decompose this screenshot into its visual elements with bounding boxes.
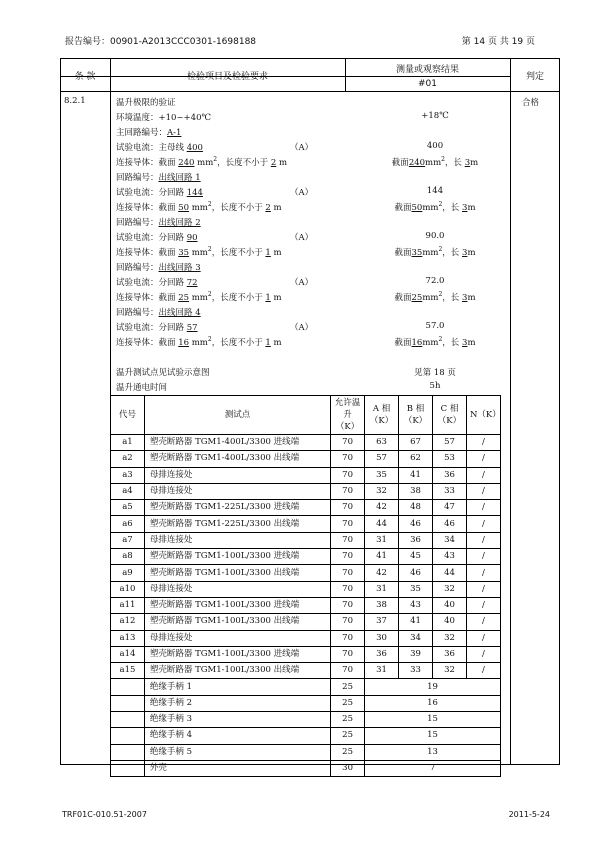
sample-header: #01 (418, 79, 437, 89)
table-row (111, 695, 501, 711)
cell-point: 绝缘手柄 4 (144, 728, 330, 744)
cell-phase-c: 43 (433, 549, 467, 565)
table-row (111, 467, 501, 483)
cell-allowed: 25 (331, 728, 365, 744)
cell-measured: 13 (365, 744, 501, 760)
cell-phase-a: 30 (365, 630, 399, 646)
cell-phase-b: 36 (399, 532, 433, 548)
cell-phase-c: 32 (433, 663, 467, 679)
cell-code (111, 679, 145, 695)
cell-n: / (466, 597, 500, 613)
col-phase-a-header: A 相（K） (365, 396, 399, 435)
cell-phase-b: 46 (399, 565, 433, 581)
amp-unit: （A） (290, 188, 314, 198)
cell-phase-b: 62 (399, 451, 433, 467)
cell-phase-b: 48 (399, 500, 433, 516)
cell-code: a12 (111, 614, 145, 630)
cell-point: 塑壳断路器 TGM1-400L/3300 进线端 (144, 435, 330, 451)
cell-allowed: 70 (331, 532, 365, 548)
col-phase-c-header: C 相（K） (433, 396, 467, 435)
cell-phase-a: 57 (365, 451, 399, 467)
cell-phase-c: 40 (433, 597, 467, 613)
cell-allowed: 70 (331, 630, 365, 646)
table-row (111, 679, 501, 695)
cell-point: 绝缘手柄 3 (144, 712, 330, 728)
cell-code: a1 (111, 435, 145, 451)
cell-n: / (466, 500, 500, 516)
cell-allowed: 70 (331, 435, 365, 451)
circuit-4-current: 试验电流：分回路 57 (116, 323, 198, 333)
cell-point: 塑壳断路器 TGM1-225L/3300 出线端 (144, 516, 330, 532)
result-1-current: 144 (426, 186, 444, 196)
cell-allowed: 70 (331, 549, 365, 565)
cell-point: 塑壳断路器 TGM1-400L/3300 出线端 (144, 451, 330, 467)
result-see-page: 见第 18 页 (414, 368, 456, 378)
cell-measured: 7 (365, 760, 501, 776)
cell-phase-c: 47 (433, 500, 467, 516)
cell-measured: 15 (365, 712, 501, 728)
result-3-current: 72.0 (425, 276, 445, 286)
col-n-header: N（K） (466, 396, 500, 435)
main-current: 试验电流：主母线 400 (116, 143, 203, 153)
result-4-current: 57.0 (425, 321, 445, 331)
cell-point: 塑壳断路器 TGM1-100L/3300 进线端 (144, 549, 330, 565)
cell-code (111, 760, 145, 776)
cell-phase-c: 44 (433, 565, 467, 581)
cell-code: a6 (111, 516, 145, 532)
cell-point: 塑壳断路器 TGM1-100L/3300 进线端 (144, 597, 330, 613)
cell-code: a9 (111, 565, 145, 581)
footer-date: 2011-5-24 (508, 810, 550, 819)
circuit-2: 回路编号：出线回路 2 (116, 218, 201, 228)
cell-phase-a: 36 (365, 646, 399, 662)
cell-n: / (466, 565, 500, 581)
result-3-conductor: 截面$25mm^2$，长 3m (394, 291, 476, 303)
cell-phase-b: 33 (399, 663, 433, 679)
cell-allowed: 25 (331, 712, 365, 728)
cell-n: / (466, 451, 500, 467)
table-row (111, 646, 501, 662)
cell-phase-b: 45 (399, 549, 433, 565)
result-main-current: 400 (426, 141, 444, 151)
result-4-conductor: 截面$16mm^2$，长 3m (394, 336, 476, 348)
cell-allowed: 70 (331, 646, 365, 662)
circuit-1: 回路编号：出线回路 1 (116, 173, 201, 183)
table-row (111, 744, 501, 760)
circuit-4: 回路编号：出线回路 4 (116, 308, 201, 318)
cell-phase-b: 35 (399, 581, 433, 597)
cell-phase-a: 35 (365, 467, 399, 483)
table-row (111, 532, 501, 548)
cell-phase-b: 39 (399, 646, 433, 662)
circuit-3: 回路编号：出线回路 3 (116, 263, 201, 273)
cell-phase-b: 41 (399, 614, 433, 630)
table-row (111, 630, 501, 646)
amp-unit: （A） (290, 233, 314, 243)
result-temp: +18℃ (421, 111, 449, 121)
col-allowed-header: 允许温升（K） (331, 396, 365, 435)
item-header: 检验项目及检验要求 (186, 72, 268, 82)
cell-allowed: 70 (331, 581, 365, 597)
energize-time-label: 温升通电时间 (116, 383, 168, 393)
circuit-3-current: 试验电流：分回路 72 (116, 278, 198, 288)
table-row (111, 728, 501, 744)
cell-phase-a: 42 (365, 565, 399, 581)
table-row (111, 483, 501, 499)
circuit-4-conductor: 连接导体：截面 16 $mm^2$，长度不小于 1 m (116, 336, 282, 348)
cell-phase-c: 34 (433, 532, 467, 548)
cell-allowed: 70 (331, 516, 365, 532)
cell-code: a13 (111, 630, 145, 646)
cell-code: a15 (111, 663, 145, 679)
cell-code (111, 695, 145, 711)
result-header: 测量或观察结果 (395, 65, 459, 75)
cell-code: a11 (111, 597, 145, 613)
cell-phase-c: 33 (433, 483, 467, 499)
form-code: TRF01C-010.51-2007 (62, 810, 147, 819)
cell-n: / (466, 581, 500, 597)
table-row (111, 760, 501, 776)
cell-phase-b: 41 (399, 467, 433, 483)
verdict-header: 判定 (525, 72, 544, 82)
cell-allowed: 70 (331, 483, 365, 499)
cell-phase-a: 42 (365, 500, 399, 516)
cell-n: / (466, 549, 500, 565)
report-number: 报告编号：00901-A2013CCC0301-1698188 (65, 37, 257, 47)
circuit-1-conductor: 连接导体：截面 50 $mm^2$，长度不小于 2 m (116, 201, 282, 213)
cell-point: 外壳 (144, 760, 330, 776)
cell-n: / (466, 646, 500, 662)
verdict-value: 合格 (522, 98, 540, 108)
header-sub-divider (345, 76, 510, 77)
cell-code: a8 (111, 549, 145, 565)
cell-phase-a: 41 (365, 549, 399, 565)
result-2-conductor: 截面$35mm^2$，长 3m (394, 246, 476, 258)
result-main-conductor: 截面$240mm^2$，长 3m (391, 156, 479, 168)
cell-point: 母排连接处 (144, 467, 330, 483)
table-row (111, 451, 501, 467)
temperature-rise-table (110, 395, 501, 777)
cell-phase-b: 46 (399, 516, 433, 532)
cell-point: 塑壳断路器 TGM1-100L/3300 进线端 (144, 646, 330, 662)
result-energize-time: 5h (429, 381, 441, 391)
cell-phase-a: 38 (365, 597, 399, 613)
table-row (111, 565, 501, 581)
cell-phase-a: 37 (365, 614, 399, 630)
cell-phase-c: 32 (433, 630, 467, 646)
cell-n: / (466, 663, 500, 679)
cell-phase-c: 46 (433, 516, 467, 532)
cell-allowed: 25 (331, 679, 365, 695)
cell-n: / (466, 435, 500, 451)
cell-allowed: 70 (331, 500, 365, 516)
amp-unit: （A） (290, 143, 314, 153)
cell-code (111, 712, 145, 728)
cell-point: 塑壳断路器 TGM1-100L/3300 出线端 (144, 614, 330, 630)
cell-allowed: 70 (331, 614, 365, 630)
cell-measured: 15 (365, 728, 501, 744)
cell-phase-b: 67 (399, 435, 433, 451)
cell-code: a3 (111, 467, 145, 483)
cell-phase-c: 32 (433, 581, 467, 597)
cell-code: a14 (111, 646, 145, 662)
result-1-conductor: 截面$50mm^2$，长 3m (394, 201, 476, 213)
cell-allowed: 70 (331, 565, 365, 581)
table-header-row (111, 396, 501, 435)
cell-code: a5 (111, 500, 145, 516)
cell-phase-a: 32 (365, 483, 399, 499)
cell-allowed: 25 (331, 695, 365, 711)
cell-point: 绝缘手柄 2 (144, 695, 330, 711)
cell-code: a2 (111, 451, 145, 467)
cell-point: 母排连接处 (144, 630, 330, 646)
cell-phase-a: 31 (365, 581, 399, 597)
cell-phase-b: 34 (399, 630, 433, 646)
cell-allowed: 30 (331, 760, 365, 776)
cell-phase-c: 36 (433, 646, 467, 662)
cell-measured: 19 (365, 679, 501, 695)
cell-code (111, 728, 145, 744)
clause-header: 条 款 (74, 72, 96, 82)
cell-point: 母排连接处 (144, 483, 330, 499)
cell-point: 塑壳断路器 TGM1-100L/3300 出线端 (144, 565, 330, 581)
circuit-2-current: 试验电流：分回路 90 (116, 233, 198, 243)
amp-unit: （A） (290, 278, 314, 288)
main-conductor: 连接导体：截面 240 $mm^2$，长度不小于 2 m (116, 156, 288, 168)
cell-phase-c: 40 (433, 614, 467, 630)
cell-phase-a: 31 (365, 532, 399, 548)
section-title: 温升极限的验证 (116, 98, 176, 108)
cell-point: 绝缘手柄 1 (144, 679, 330, 695)
cell-n: / (466, 630, 500, 646)
cell-phase-b: 38 (399, 483, 433, 499)
cell-point: 母排连接处 (144, 581, 330, 597)
cell-point: 绝缘手柄 5 (144, 744, 330, 760)
cell-n: / (466, 516, 500, 532)
cell-phase-a: 44 (365, 516, 399, 532)
cell-measured: 16 (365, 695, 501, 711)
page-number: 第 14 页 共 19 页 (461, 37, 535, 47)
cell-phase-c: 57 (433, 435, 467, 451)
header-bottom-line (60, 91, 560, 92)
cell-n: / (466, 467, 500, 483)
table-row (111, 516, 501, 532)
cell-code: a4 (111, 483, 145, 499)
amp-unit: （A） (290, 323, 314, 333)
table-row (111, 597, 501, 613)
env-temp: 环境温度：+10~+40℃ (116, 113, 212, 123)
test-point-note: 温升测试点见试验示意图 (116, 368, 210, 378)
circuit-2-conductor: 连接导体：截面 35 $mm^2$，长度不小于 1 m (116, 246, 282, 258)
table-row (111, 581, 501, 597)
col-code-header: 代号 (111, 396, 145, 435)
cell-point: 塑壳断路器 TGM1-100L/3300 出线端 (144, 663, 330, 679)
circuit-1-current: 试验电流：分回路 144 (116, 188, 203, 198)
cell-allowed: 70 (331, 663, 365, 679)
cell-allowed: 70 (331, 597, 365, 613)
cell-n: / (466, 614, 500, 630)
cell-code (111, 744, 145, 760)
table-row (111, 435, 501, 451)
table-row (111, 500, 501, 516)
cell-phase-c: 36 (433, 467, 467, 483)
col-point-header: 测试点 (144, 396, 330, 435)
clause-number: 8.2.1 (64, 96, 86, 106)
cell-code: a7 (111, 532, 145, 548)
result-2-current: 90.0 (425, 231, 445, 241)
cell-allowed: 70 (331, 467, 365, 483)
cell-phase-b: 43 (399, 597, 433, 613)
col-phase-b-header: B 相（K） (399, 396, 433, 435)
cell-n: / (466, 532, 500, 548)
cell-code: a10 (111, 581, 145, 597)
cell-phase-a: 31 (365, 663, 399, 679)
table-row (111, 549, 501, 565)
cell-point: 母排连接处 (144, 532, 330, 548)
table-row (111, 712, 501, 728)
cell-phase-a: 63 (365, 435, 399, 451)
cell-allowed: 70 (331, 451, 365, 467)
cell-n: / (466, 483, 500, 499)
table-row (111, 614, 501, 630)
cell-phase-c: 53 (433, 451, 467, 467)
circuit-3-conductor: 连接导体：截面 25 $mm^2$，长度不小于 1 m (116, 291, 282, 303)
table-row (111, 663, 501, 679)
cell-allowed: 25 (331, 744, 365, 760)
cell-point: 塑壳断路器 TGM1-225L/3300 进线端 (144, 500, 330, 516)
main-circuit: 主回路编号：A-1 (116, 128, 182, 138)
